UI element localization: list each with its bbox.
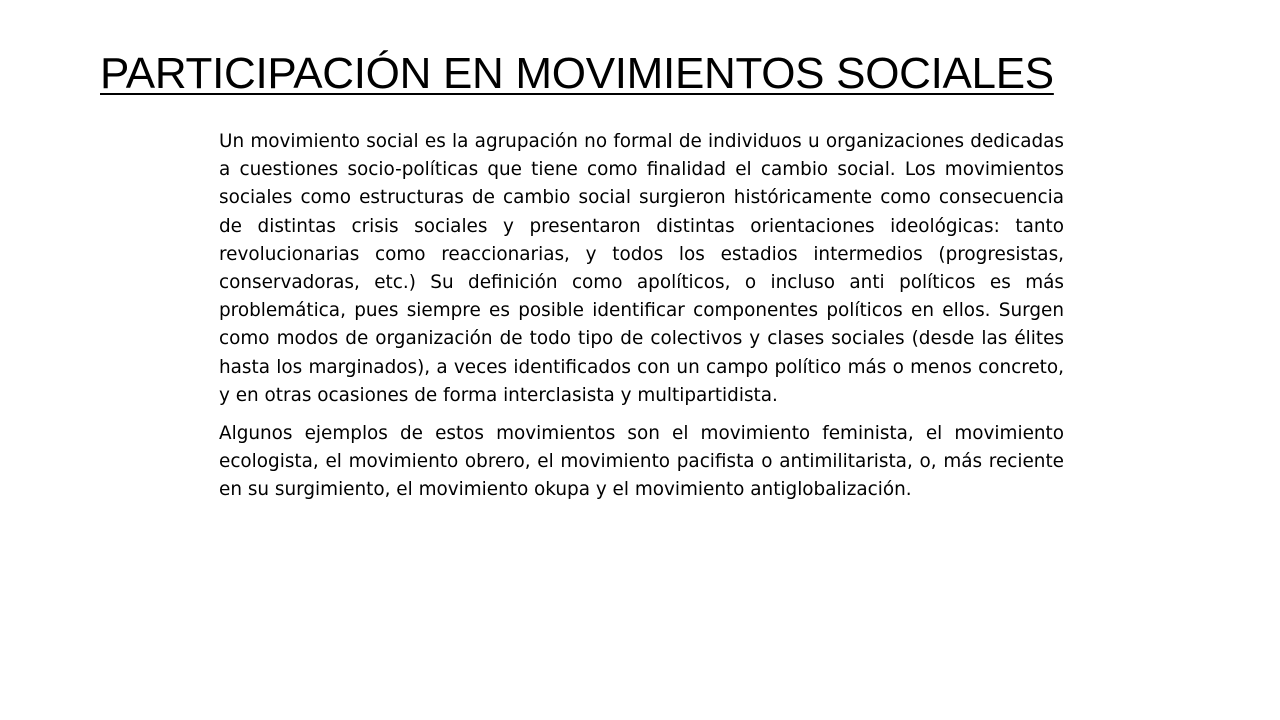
paragraph-examples: Algunos ejemplos de estos movimientos son el movimiento feminista, el movimiento ecologista, el movimiento obrero, el movimiento pacifista o antimilitarista, o, más reciente en su surgimiento, el movimiento okupa y el movimiento antiglobalización.	[219, 423, 1064, 501]
paragraph-definition: Un movimiento social es la agrupación no formal de individuos u organizaciones dedicadas a cuestiones socio-políticas que tiene como finalidad el cambio social. Los movimientos sociales como estructuras de cambio social surgieron históricamente como consecuencia de distintas crisis sociales y presentaron distintas orientaciones ideológicas: tanto revolucionarias como reaccionarias, y todos los estadios intermedios (progresistas, conservadoras, etc.) Su definición como apolíticos, o incluso anti políticos es más problemática, pues siempre es posible identificar componentes políticos en ellos. Surgen como modos de organización de todo tipo de colectivos y clases sociales (desde las élites hasta los marginados), a veces identificados con un campo político más o menos concreto, y en otras ocasiones de forma interclasista y multipartidista.	[219, 131, 1064, 406]
slide-title: PARTICIPACIÓN EN MOVIMIENTOS SOCIALES	[100, 49, 1054, 98]
slide-body	[219, 128, 1064, 515]
